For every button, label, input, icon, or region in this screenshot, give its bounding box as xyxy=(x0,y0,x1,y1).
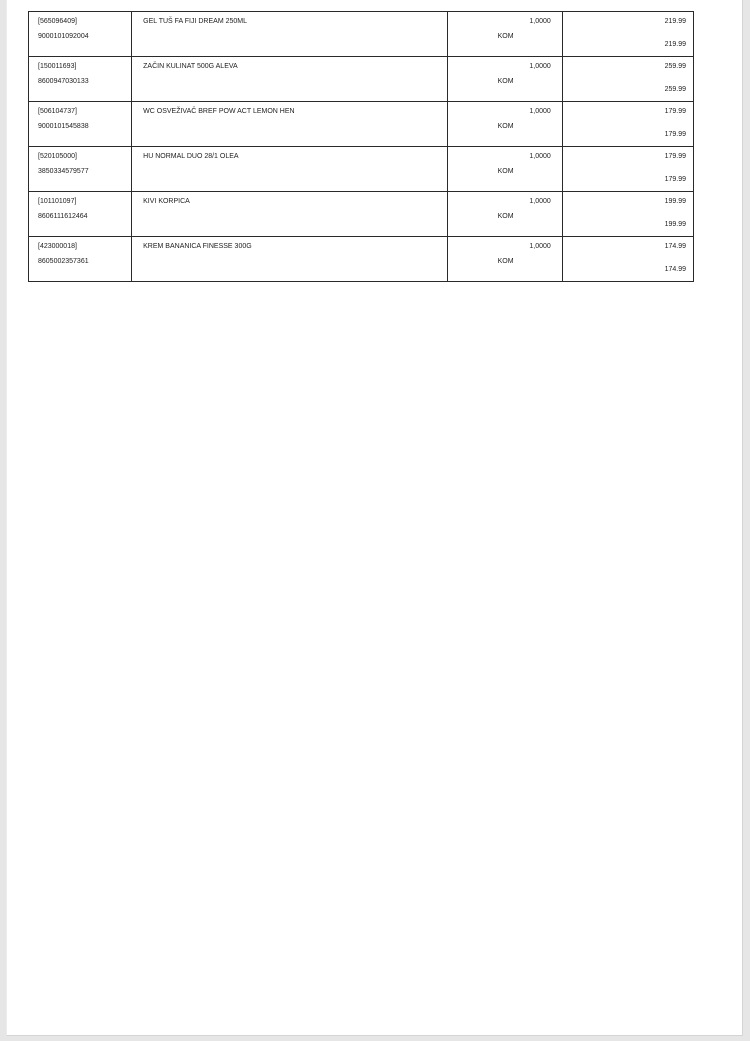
item-quantity: 1,0000 xyxy=(529,108,551,115)
code-cell xyxy=(29,12,132,57)
item-code: [506104737] xyxy=(38,108,77,115)
table-row xyxy=(29,147,694,192)
item-name: KIVI KORPICA xyxy=(143,198,190,205)
price-cell xyxy=(562,147,693,192)
item-unit: KOM xyxy=(497,123,514,130)
item-quantity: 1,0000 xyxy=(529,63,551,70)
name-cell xyxy=(132,102,447,147)
code-cell xyxy=(29,192,132,237)
item-total: 179.99 xyxy=(664,176,686,183)
item-code: [520105000] xyxy=(38,153,77,160)
price-cell xyxy=(562,57,693,102)
item-barcode: 3850334579577 xyxy=(38,168,89,175)
item-unit: KOM xyxy=(497,258,514,265)
item-code: [101101097] xyxy=(38,198,77,205)
item-unit: KOM xyxy=(497,33,514,40)
item-unit: KOM xyxy=(497,213,514,220)
item-price: 179.99 xyxy=(664,108,686,115)
item-code: [423000018] xyxy=(38,243,77,250)
name-cell xyxy=(132,57,447,102)
item-total: 219.99 xyxy=(664,41,686,48)
name-cell xyxy=(132,12,447,57)
table-row xyxy=(29,237,694,282)
item-name: WC OSVEŽIVAČ BREF POW ACT LEMON HEN xyxy=(143,108,295,115)
code-cell xyxy=(29,147,132,192)
item-total: 199.99 xyxy=(664,221,686,228)
document-page xyxy=(6,0,743,1036)
item-name: ZAČIN KULINAT 500G ALEVA xyxy=(143,63,238,70)
item-barcode: 8600947030133 xyxy=(38,78,89,85)
table-row xyxy=(29,102,694,147)
quantity-cell xyxy=(447,57,562,102)
item-barcode: 9000101092004 xyxy=(38,33,89,40)
item-name: HU NORMAL DUO 28/1 OLEA xyxy=(143,153,239,160)
item-total: 174.99 xyxy=(664,266,686,273)
price-cell xyxy=(562,102,693,147)
code-cell xyxy=(29,57,132,102)
item-quantity: 1,0000 xyxy=(529,153,551,160)
price-cell xyxy=(562,12,693,57)
item-name: KREM BANANICA FINESSE 300G xyxy=(143,243,252,250)
name-cell xyxy=(132,147,447,192)
item-barcode: 9000101545838 xyxy=(38,123,89,130)
item-price: 219.99 xyxy=(664,18,686,25)
item-unit: KOM xyxy=(497,78,514,85)
item-quantity: 1,0000 xyxy=(529,198,551,205)
table-row xyxy=(29,192,694,237)
item-total: 259.99 xyxy=(664,86,686,93)
item-unit: KOM xyxy=(497,168,514,175)
item-name: GEL TUŠ FA FIJI DREAM 250ML xyxy=(143,18,248,25)
item-barcode: 8606111612464 xyxy=(38,213,88,220)
code-cell xyxy=(29,237,132,282)
name-cell xyxy=(132,192,447,237)
item-code: [565096409] xyxy=(38,18,77,25)
item-price: 199.99 xyxy=(664,198,686,205)
item-total: 179.99 xyxy=(664,131,686,138)
quantity-cell xyxy=(447,12,562,57)
item-quantity: 1,0000 xyxy=(529,243,551,250)
code-cell xyxy=(29,102,132,147)
table-row xyxy=(29,57,694,102)
price-cell xyxy=(562,192,693,237)
items-table xyxy=(28,11,694,282)
table-row xyxy=(29,12,694,57)
quantity-cell xyxy=(447,102,562,147)
item-price: 179.99 xyxy=(664,153,686,160)
quantity-cell xyxy=(447,147,562,192)
item-price: 259.99 xyxy=(664,63,686,70)
quantity-cell xyxy=(447,237,562,282)
quantity-cell xyxy=(447,192,562,237)
item-quantity: 1,0000 xyxy=(529,18,551,25)
item-price: 174.99 xyxy=(664,243,686,250)
item-code: [150011693] xyxy=(38,63,77,70)
name-cell xyxy=(132,237,447,282)
item-barcode: 8605002357361 xyxy=(38,258,89,265)
price-cell xyxy=(562,237,693,282)
